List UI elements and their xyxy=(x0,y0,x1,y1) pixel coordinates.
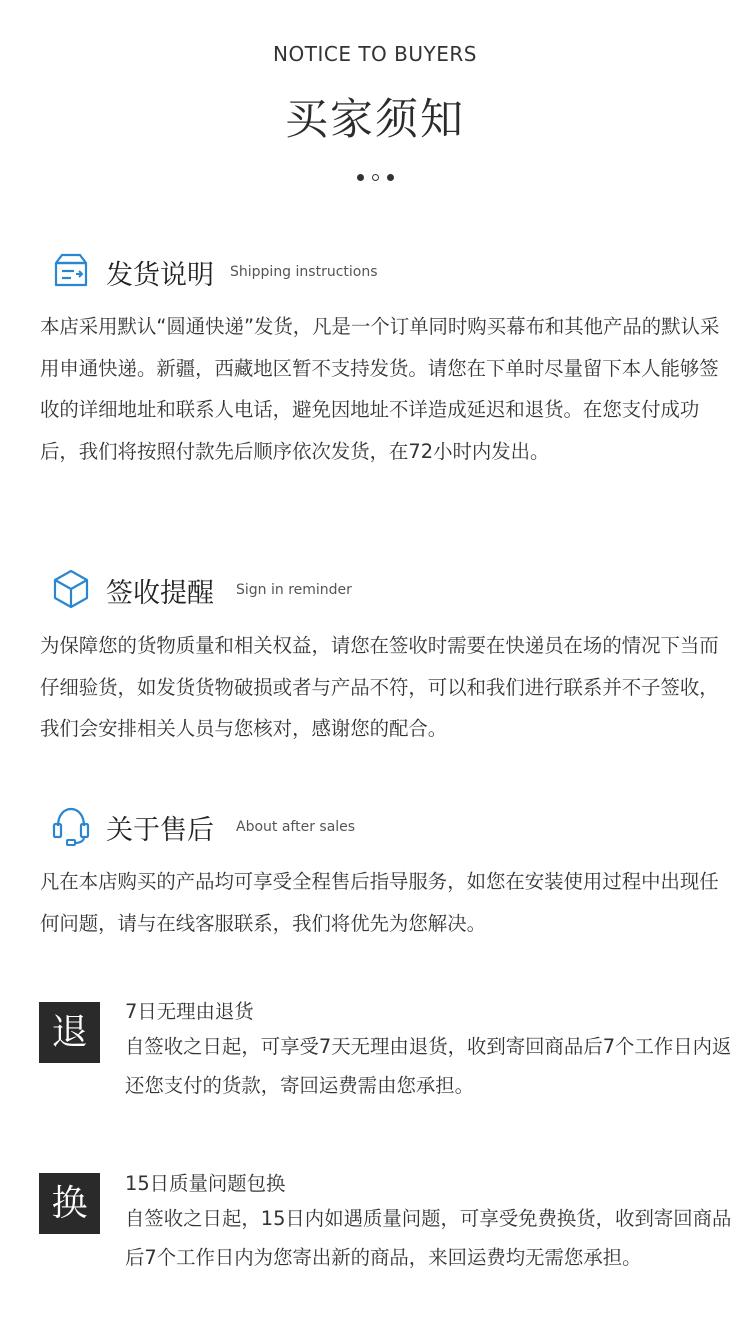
page-title: 买家须知 xyxy=(285,95,465,145)
section-title: 签收提醒 xyxy=(106,578,214,609)
section-title: 关于售后 xyxy=(106,815,214,846)
return-badge: 退 xyxy=(39,1002,100,1063)
dot-hollow-icon xyxy=(372,174,379,181)
cube-icon xyxy=(52,569,90,609)
section-title: 发货说明 xyxy=(106,260,214,291)
dot-icon xyxy=(387,174,394,181)
exchange-badge: 换 xyxy=(39,1173,100,1234)
headset-icon xyxy=(52,806,90,846)
section-subtitle: About after sales xyxy=(236,819,356,835)
delivery-box-icon xyxy=(52,251,90,291)
section-subtitle: Sign in reminder xyxy=(236,582,352,598)
policy-text: 自签收之日起，15日内如遇质量问题，可享受免费换货，收到寄回商品后7个工作日内为您寄出新的商品，来回运费均无需您承担。 xyxy=(125,1207,732,1269)
section-subtitle: Shipping instructions xyxy=(230,264,378,280)
policy-title: 15日质量问题包换 xyxy=(125,1172,286,1195)
policy-text: 自签收之日起，可享受7天无理由退货，收到寄回商品后7个工作日内返还您支付的货款，寄回运费需由您承担。 xyxy=(125,1035,732,1097)
section-text-signin: 为保障您的货物质量和相关权益，请您在签收时需要在快递员在场的情况下当而仔细验货，如发货货物破损或者与产品不符，可以和我们进行联系并不子签收，我们会安排相关人员与您核对，感谢您的配合。 xyxy=(40,634,719,740)
section-text-shipping: 本店采用默认“圆通快递”发货，凡是一个订单同时购买幕布和其他产品的默认采用申通快递。新疆，西藏地区暂不支持发货。请您在下单时尽量留下本人能够签收的详细地址和联系人电话，避免因地址不详造成延迟和退货。在您支付成功后，我们将按照付款先后顺序依次发货，在72小时内发出。 xyxy=(40,315,720,463)
policy-title: 7日无理由退货 xyxy=(125,1000,254,1023)
section-text-aftersales: 凡在本店购买的产品均可享受全程售后指导服务，如您在安装使用过程中出现任何问题，请与在线客服联系，我们将优先为您解决。 xyxy=(40,870,719,935)
page-title-english: NOTICE TO BUYERS xyxy=(273,42,477,66)
dot-icon xyxy=(357,174,364,181)
decorative-dots xyxy=(357,174,397,184)
